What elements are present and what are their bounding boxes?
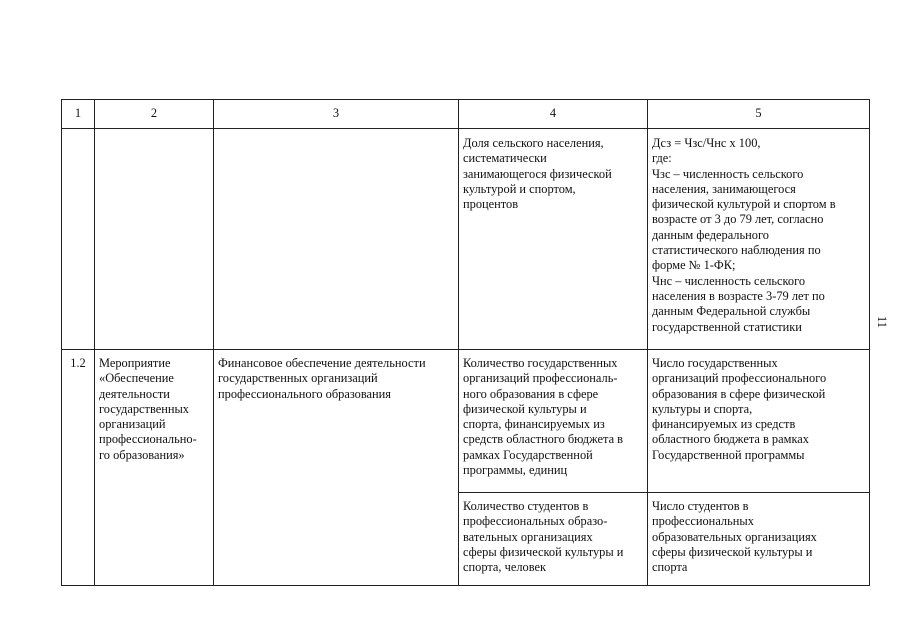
page-number: 11 (875, 316, 889, 328)
row2-indicator-cell: Количество государственных организаций профессиональ- ного образования в сфере физической культуры и спорта, финансируемых из средств областного бюджета в рамках Государственной программы, единиц (459, 350, 648, 493)
header-col-1: 1 (62, 100, 95, 129)
header-col-2: 2 (95, 100, 214, 129)
header-col-3: 3 (214, 100, 459, 129)
row3-formula-cell: Число студентов в профессиональных образовательных организациях сферы физической культуры и спорта (648, 493, 870, 586)
row1-number-cell (62, 129, 95, 350)
row2-number-cell: 1.2 (62, 350, 95, 586)
row1-formula-cell: Дсз = Чзс/Чнс x 100, где: Чзс – численность сельского населения, занимающегося физической культурой и спортом в возрасте от 3 до 79 лет, согласно данным федерального статистического наблюдения по форме № 1-ФК; Чнс – численность сельского населения в возрасте 3-79 лет по данным Федеральной службы государственной статистики (648, 129, 870, 350)
row1-event-cell (95, 129, 214, 350)
row1-description-cell (214, 129, 459, 350)
header-col-4: 4 (459, 100, 648, 129)
header-row (62, 100, 870, 129)
table-row (62, 350, 870, 493)
row2-description-cell: Финансовое обеспечение деятельности государственных организаций профессионального образования (214, 350, 459, 586)
row3-indicator-cell: Количество студентов в профессиональных образо- вательных организациях сферы физической культуры и спорта, человек (459, 493, 648, 586)
row2-formula-cell: Число государственных организаций профессионального образования в сфере физической культуры и спорта, финансируемых из средств областного бюджета в рамках Государственной программы (648, 350, 870, 493)
header-col-5: 5 (648, 100, 870, 129)
table-row (62, 129, 870, 350)
row1-indicator-cell: Доля сельского населения, систематически занимающегося физической культурой и спортом, процентов (459, 129, 648, 350)
indicators-table (61, 99, 870, 586)
row2-event-cell: Мероприятие «Обеспечение деятельности государственных организаций профессионально- го образования» (95, 350, 214, 586)
